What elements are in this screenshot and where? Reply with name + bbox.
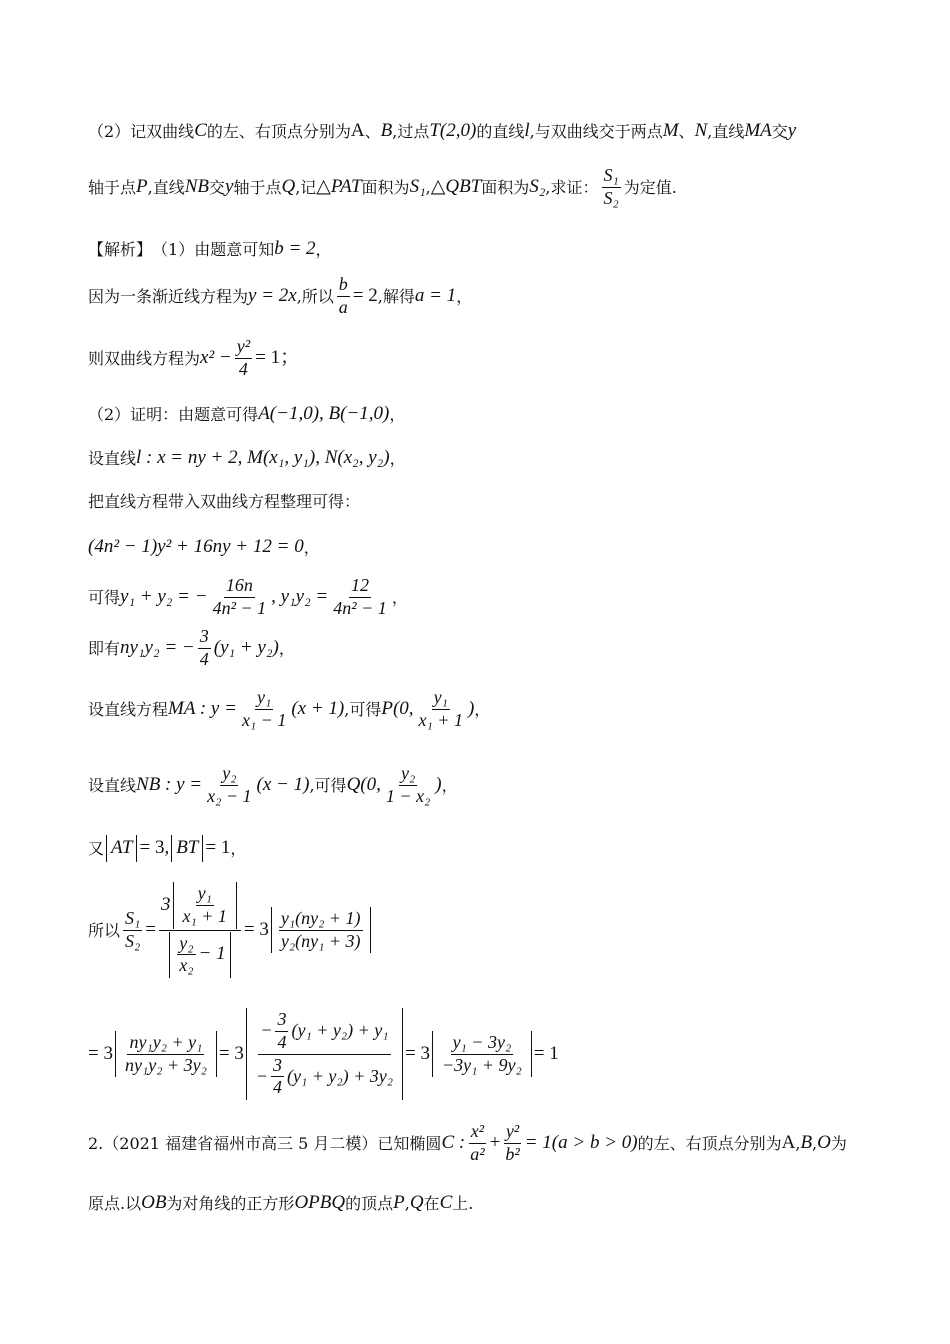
math: x² − (200, 346, 232, 368)
text: 为对角线的正方形 (166, 1193, 295, 1213)
text: 的顶点 (345, 1193, 394, 1213)
solution-line-12 (88, 835, 246, 862)
text: 交 (209, 177, 226, 197)
text: 面积为 (361, 177, 410, 197)
math: l (524, 120, 530, 141)
math: C : (441, 1131, 466, 1153)
text: ， (391, 587, 408, 607)
math: l : x = ny + 2, M(x₁, y₁), N(x₂, y₂) (136, 447, 390, 468)
text: , (812, 1133, 818, 1153)
text: 2.（2021 福建省福州市高三 5 月二模）已知椭圆 (88, 1133, 442, 1153)
math-abs: $\frac{\text{y₁ − 3y₂}}{\text{−3y₁ + 9y₂}}$ (432, 1031, 532, 1078)
math-abs: BT (171, 835, 203, 862)
math: = 3 (88, 1042, 113, 1064)
math: = 3 (405, 1042, 430, 1064)
math: MA : y = (168, 697, 237, 719)
solution-line-2 (88, 275, 472, 318)
solution-line-9 (88, 627, 295, 670)
math: + (489, 1131, 501, 1153)
fraction: $\frac{\text{y₂}}{\text{1 − x₂}}$ (385, 763, 431, 806)
math: OPBQ (294, 1192, 346, 1213)
math: = 3 (243, 918, 269, 940)
math: = 1 (205, 837, 231, 858)
math: Q(0, (346, 773, 381, 795)
math: B (800, 1131, 813, 1153)
math: △PAT (316, 175, 362, 197)
solution-line-4 (88, 403, 405, 426)
text: ， (389, 404, 406, 424)
text: 原点.以 (88, 1193, 142, 1213)
math: N (694, 120, 708, 141)
fraction: $\frac{\text{S₁}}{\text{S₂}}$ (125, 907, 141, 951)
fraction: $\frac{16n}{\text{4n² − 1}}$ (212, 575, 267, 618)
solution-line-14 (88, 1008, 559, 1100)
math: y (787, 120, 797, 141)
math: A (350, 120, 365, 141)
text: ， (315, 239, 332, 259)
text: ， (389, 448, 406, 468)
text: 所以 (88, 920, 121, 940)
solution-line-10 (88, 688, 490, 731)
problem2-line-2 (88, 1192, 473, 1215)
math: S₁ (409, 175, 426, 197)
compound-fraction: 3 $\frac{\text{y₁}}{\text{x₁ + 1}}$ $\frac{\text{y₂}}{\text{x₂}}$ − 1 (159, 882, 241, 978)
math: P(0, (381, 697, 414, 719)
text: ,与双曲线交于两点 (529, 121, 663, 141)
math: = 1； (255, 346, 300, 368)
math: b = 2 (274, 238, 316, 259)
math-abs: $\frac{\text{y₁(ny₂ + 1)}}{\text{y₂(ny₁ + 3)}}$ (271, 907, 371, 954)
text: ， (456, 286, 473, 306)
math: C (439, 1192, 453, 1213)
text: 上. (452, 1193, 474, 1213)
math: (x − 1) (256, 773, 310, 795)
problem2-line-1 (88, 1122, 847, 1165)
text: 轴于点 (233, 177, 282, 197)
solution-line-1 (88, 238, 332, 261)
math: O (817, 1131, 831, 1153)
text: ， (474, 699, 491, 719)
solution-line-7 (88, 536, 320, 559)
fraction: $\frac{\text{x²}}{\text{a²}}$ (470, 1121, 485, 1164)
text: 设直线方程 (88, 699, 169, 719)
text: ,解得 (377, 286, 415, 306)
math: = 1(a > b > 0) (524, 1131, 638, 1153)
math: y (225, 175, 234, 197)
math: ) (435, 773, 442, 795)
fraction: $\frac{\text{y₁}}{\text{x₁ + 1}}$ (418, 687, 463, 730)
text: , (795, 1133, 801, 1153)
text: 的直线 (476, 121, 525, 141)
text: 设直线 (88, 775, 137, 795)
math: ny₁y₂ = − (120, 636, 195, 658)
math: a = 1 (414, 284, 457, 306)
text: （2）证明：由题意可得 (88, 404, 259, 424)
fraction: $\frac{\text{y₂}}{\text{x₂ − 1}}$ (207, 763, 252, 806)
text: 、 (678, 121, 695, 141)
math: NB (184, 175, 209, 197)
fraction: $\frac{\text{y₁}}{\text{x₁ − 1}}$ (241, 687, 287, 730)
text: 、 (364, 121, 381, 141)
text: 即有 (88, 638, 121, 658)
math: NB : y = (136, 773, 203, 795)
fraction: $\frac{\text{S₁}}{\text{S₂}}$ (603, 165, 619, 208)
text: ,过点 (392, 121, 430, 141)
text: ,求证： (545, 177, 599, 197)
math: (y₁ + y₂) (213, 636, 279, 658)
text: 的左、右顶点分别为 (206, 121, 351, 141)
math: S₂ (529, 175, 546, 197)
math: , y₁y₂ = (271, 585, 329, 607)
math: OB (141, 1192, 167, 1213)
math: △QBT (430, 175, 482, 197)
text: ,可得 (344, 699, 382, 719)
text: 把直线方程带入双曲线方程整理可得： (88, 492, 361, 511)
math: = 1 (533, 1042, 559, 1064)
solution-line-13 (88, 882, 373, 978)
text: 在 (423, 1193, 440, 1213)
text: 可得 (88, 587, 121, 607)
text: ,记 (295, 177, 317, 197)
math-abs: AT (106, 835, 137, 862)
text: 又 (88, 838, 105, 858)
math-C: C (194, 120, 207, 141)
text: , (404, 1193, 410, 1213)
text: 设直线 (88, 448, 137, 468)
math: = 3, (139, 837, 170, 858)
math: M (662, 120, 679, 141)
math: = 3 (218, 1042, 244, 1064)
fraction: $\frac{12}{\text{4n² − 1}}$ (333, 575, 387, 618)
text: , (425, 177, 431, 197)
math: y₁ + y₂ = − (120, 585, 208, 607)
math-abs: $\frac{\text{ny₁y₂ + y₁}}{\text{ny₁y₂ + 3y₂}}$ (115, 1031, 217, 1078)
text: 则双曲线方程为 (88, 348, 201, 368)
math: (4n² − 1)y² + 16ny + 12 = 0 (88, 536, 304, 557)
solution-line-6 (88, 492, 360, 511)
part2-line-1 (88, 120, 796, 143)
part2-line-2 (88, 166, 677, 209)
math: = 2 (352, 284, 378, 306)
math: Q (409, 1192, 424, 1213)
text: 的左、右顶点分别为 (637, 1133, 782, 1153)
text: 为 (830, 1133, 847, 1153)
text: 因为一条渐近线方程为 (88, 286, 249, 306)
math-abs: − $\frac{3}{4}$ (y₁ + y₂) + y₁ − $\frac{3}{4}$ (y₁ + y₂) + 3y₂ (246, 1008, 403, 1100)
fraction: $\frac{\text{y²}}{\text{b²}}$ (505, 1121, 520, 1164)
solution-line-3 (88, 337, 299, 380)
text: ， (278, 638, 295, 658)
text: 轴于点 (88, 177, 137, 197)
math: y = 2x (248, 284, 297, 306)
math: T(2,0) (429, 120, 477, 141)
text: ， (441, 775, 458, 795)
math: = (145, 918, 156, 940)
math: A (781, 1131, 796, 1153)
text: ， (303, 537, 320, 557)
text: ,可得 (309, 775, 347, 795)
text: ,所以 (296, 286, 334, 306)
text: ,直线 (707, 121, 745, 141)
text: 为定值. (623, 177, 677, 197)
text: 面积为 (481, 177, 530, 197)
math: P (393, 1192, 405, 1213)
math: Q (281, 175, 296, 197)
fraction: $\frac{b}{a}$ (338, 274, 348, 317)
math: A(−1,0), B(−1,0) (258, 403, 390, 424)
text: ， (230, 838, 247, 858)
solution-tag: 【解析】 (88, 239, 153, 259)
fraction: $\frac{3}{4}$ (199, 626, 209, 669)
text: ,直线 (147, 177, 185, 197)
solution-line-11 (88, 764, 458, 807)
fraction: $\frac{\text{y²}}{4}$ (236, 336, 251, 379)
math: P (136, 175, 148, 197)
solution-line-8 (88, 576, 408, 619)
math: B (380, 120, 393, 141)
text: （2）记双曲线 (88, 121, 195, 141)
math: ) (467, 697, 475, 719)
text: （1）由题意可知 (152, 239, 275, 259)
math: (x + 1) (291, 697, 345, 719)
solution-line-5 (88, 447, 406, 470)
math: MA (744, 120, 772, 141)
text: 交 (771, 121, 788, 141)
